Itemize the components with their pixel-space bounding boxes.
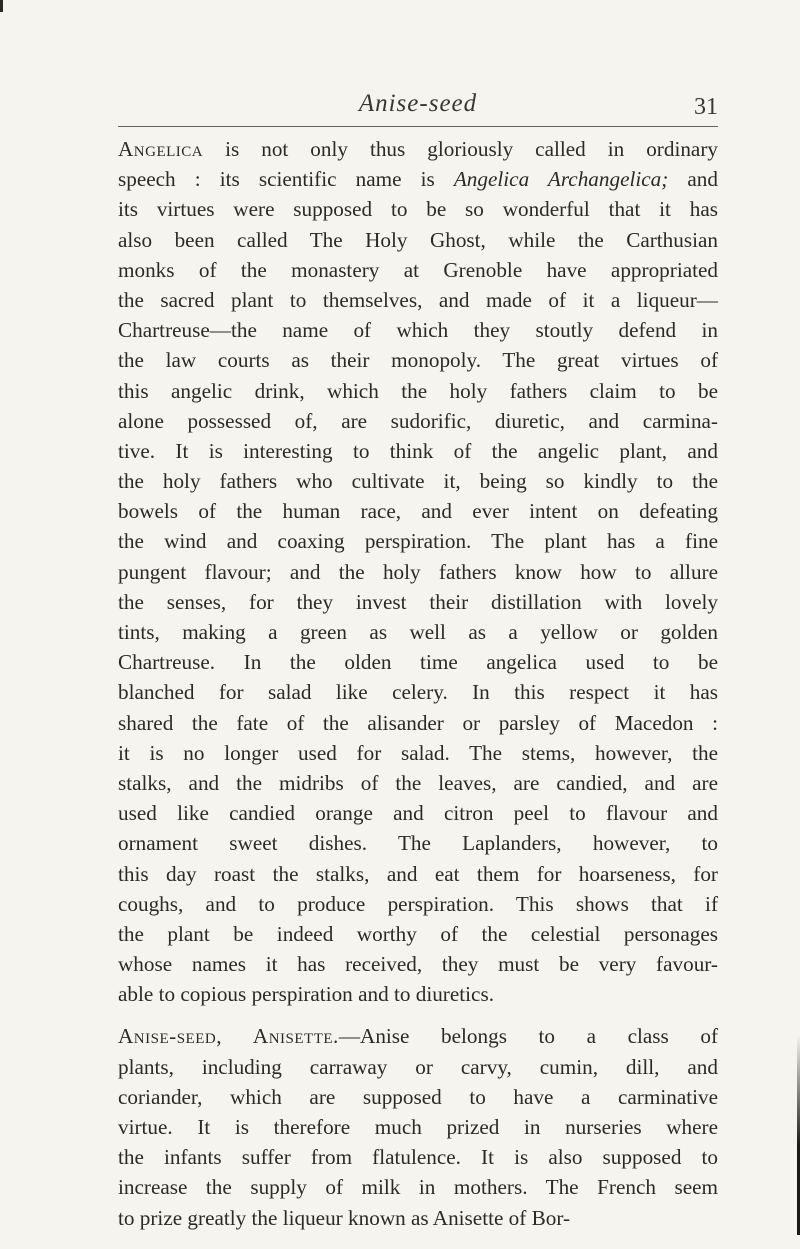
text-run: the senses, for they invest their distillation with lovely [118,589,718,614]
text-run: the law courts as their monopoly. The great virtues of [118,348,718,373]
text-line [118,708,718,738]
text-run: the wind and coaxing perspiration. The plant has a fine [118,529,718,554]
text-run: ornament sweet dishes. The Laplanders, however, to [118,831,718,856]
text-line [118,134,718,164]
text-line [118,587,718,617]
text-line [118,1172,718,1202]
text-line [118,526,718,556]
text-run: and [668,167,718,192]
text-line [118,919,718,949]
italic-term: Angelica Archangelica; [453,167,669,192]
text-line [118,677,718,707]
text-line [118,255,718,285]
text-line [118,194,718,224]
text-line [118,1082,718,1112]
text-run: the holy fathers who cultivate it, being so kindly to the [118,469,718,494]
text-line [118,859,718,889]
text-run: plants, including carraway or carvy, cumin, dill, and [118,1054,718,1079]
text-run: bowels of the human race, and ever intent on defeating [118,499,718,524]
text-run: increase the supply of milk in mothers. The French seem [118,1175,718,1200]
text-run: alone possessed of, are sudorific, diuretic, and carmina- [118,408,718,433]
text-run: Chartreuse—the name of which they stoutly defend in [118,318,718,343]
text-run: its virtues were supposed to be so wonderful that it has [118,197,718,222]
text-line [118,949,718,979]
text-line [118,798,718,828]
text-line [118,315,718,345]
text-run: this angelic drink, which the holy fathers claim to be [118,378,718,403]
text-run: virtue. It is therefore much prized in nurseries where [118,1115,718,1139]
text-run: stalks, and the midribs of the leaves, are candied, and are [118,770,718,795]
text-run: the sacred plant to themselves, and made of it a liqueur— [118,287,718,312]
text-run: coriander, which are supposed to have a carminative [118,1084,718,1109]
text-run: is not only thus gloriously called in ordinary [203,137,718,161]
text-line [118,466,718,496]
text-line [118,225,718,255]
text-run: tive. It is interesting to think of the angelic plant, and [118,438,718,463]
text-line [118,647,718,677]
text-run: blanched for salad like celery. In this respect it has [118,680,718,705]
text-line [118,406,718,436]
text-line [118,979,718,1009]
paragraph [118,134,718,1009]
text-line [118,285,718,315]
text-run: Chartreuse. In the olden time angelica used to be [118,650,718,675]
text-line [118,164,718,194]
text-run: pungent flavour; and the holy fathers know how to allure [118,559,718,584]
text-line [118,1021,718,1051]
text-line [118,1112,718,1142]
text-line [118,1052,718,1082]
text-line [118,1142,718,1172]
text-run: monks of the monastery at Grenoble have appropriated [118,257,718,282]
running-head: Anise-seed [358,90,478,117]
text-line [118,828,718,858]
page-header [118,86,718,127]
page-number: 31 [694,94,718,120]
text-run: to prize greatly the liqueur known as Anisette of Bor- [118,1205,571,1230]
text-run: coughs, and to produce perspiration. This shows that if [118,891,718,916]
entry-heading: Anise-seed, Anisette. [118,1024,339,1049]
text-run: it is no longer used for salad. The stems, however, the [118,740,718,765]
paragraph [118,1021,718,1232]
text-run: this day roast the stalks, and eat them for hoarseness, for [118,861,718,886]
text-run: tints, making a green as well as a yellow or golden [118,620,718,644]
text-line [118,376,718,406]
text-run: the plant be indeed worthy of the celestial personages [118,921,718,946]
text-line [118,738,718,768]
text-run: shared the fate of the alisander or parsley of Macedon : [118,710,718,735]
text-line [118,768,718,798]
text-run: speech : its scientific name is [118,167,454,192]
text-line [118,617,718,647]
text-run: used like candied orange and citron peel to flavour and [118,801,718,826]
text-run: whose names it has received, they must be very favour- [118,952,718,977]
text-line [118,345,718,375]
paragraph-gap [118,1009,718,1021]
text-line [118,1203,718,1233]
body-text [118,134,718,1233]
text-run: also been called The Holy Ghost, while the Carthusian [118,227,718,252]
text-run: the infants suffer from flatulence. It is also supposed to [118,1145,718,1170]
text-line [118,557,718,587]
entry-heading: Angelica [118,137,204,161]
text-run: able to copious perspiration and to diuretics. [118,982,494,1007]
text-line [118,496,718,526]
corner-mark [0,0,3,12]
text-line [118,889,718,919]
text-run: —Anise belongs to a class of [338,1024,719,1049]
text-line [118,436,718,466]
